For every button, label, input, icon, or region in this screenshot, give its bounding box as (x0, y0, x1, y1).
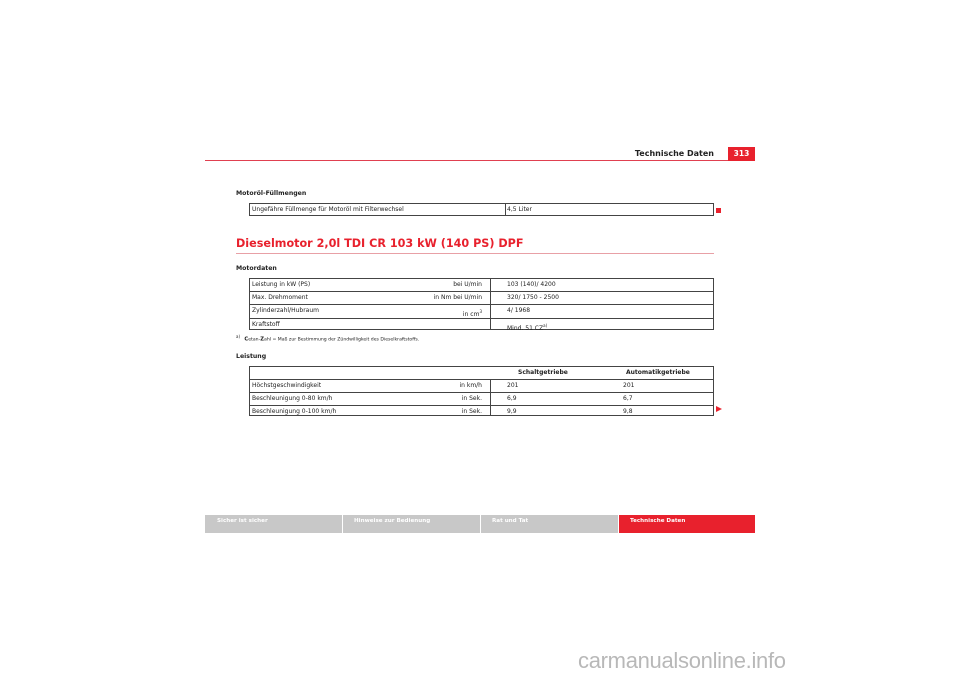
row-unit: in Nm bei U/min (433, 294, 482, 301)
table-row (250, 318, 713, 331)
column-divider (505, 204, 506, 215)
footer-tab-rat[interactable]: Rat und Tat (480, 515, 618, 533)
row-unit: in $cm^3$ (462, 309, 482, 318)
table-row (250, 379, 713, 392)
row-value-auto: 201 (623, 382, 635, 389)
row-label: Beschleunigung 0-100 km/h (252, 408, 337, 415)
table-row (250, 304, 713, 318)
footer-divider (480, 515, 481, 533)
column-header: Schaltgetriebe (518, 369, 568, 376)
row-label: Ungefähre Füllmenge für Motoröl mit Filterwechsel (252, 206, 404, 213)
footer-tab-sicher[interactable]: Sicher ist sicher (205, 515, 342, 533)
watermark: carmanualsonline.info (578, 648, 786, 673)
table-row (250, 392, 713, 405)
motordaten-table (249, 278, 714, 330)
row-unit: in Sek. (461, 395, 482, 402)
table-row (250, 291, 713, 304)
row-value-auto: 9,8 (623, 408, 633, 415)
footer-tab-bedienung[interactable]: Hinweise zur Bedienung (342, 515, 480, 533)
leistung-table (249, 366, 714, 416)
continue-arrow-icon (716, 406, 722, 412)
table-row (250, 279, 713, 291)
row-value: Mind. 51 CZ$^{a)}$ (507, 323, 548, 332)
row-value: 4,5 Liter (507, 206, 532, 213)
column-divider (490, 379, 491, 415)
motordaten-label: Motordaten (236, 265, 277, 272)
row-label: Leistung in kW (PS) (252, 281, 311, 288)
footer-divider (342, 515, 343, 533)
row-label: Beschleunigung 0-80 km/h (252, 395, 333, 402)
row-value: 103 (140)/ 4200 (507, 281, 556, 288)
header-title: Technische Daten (634, 149, 714, 158)
row-value-manual: 201 (507, 382, 519, 389)
row-value: 4/ 1968 (507, 307, 531, 314)
footer-divider (618, 515, 619, 533)
title-underline (236, 253, 714, 254)
row-label: Max. Drehmoment (252, 294, 308, 301)
row-label: Kraftstoff (252, 321, 280, 328)
oil-section-label: Motoröl-Füllmengen (236, 190, 307, 197)
row-value-manual: 9,9 (507, 408, 517, 415)
table-row (250, 204, 713, 215)
table-row (250, 405, 713, 418)
oil-table (249, 203, 714, 216)
page-number: 313 (728, 147, 755, 161)
row-value-manual: 6,9 (507, 395, 517, 402)
footer-tab-technische-daten[interactable]: Technische Daten (618, 515, 755, 533)
table-header-row (250, 367, 713, 379)
column-divider (490, 279, 491, 329)
row-unit: in km/h (459, 382, 482, 389)
page-title: Dieselmotor 2,0l TDI CR 103 kW (140 PS) DPF (236, 237, 524, 250)
header-line (205, 160, 755, 161)
footer-nav (205, 515, 755, 533)
row-unit: bei U/min (453, 281, 482, 288)
row-label: Höchstgeschwindigkeit (252, 382, 322, 389)
row-unit: in Sek. (461, 408, 482, 415)
column-header: Automatikgetriebe (626, 369, 690, 376)
leistung-label: Leistung (236, 353, 267, 360)
footnote: $^{a)}$ Cetan-Zahl = Maß zur Bestimmung der Zündwilligkeit des Dieselkraftstoffs. (236, 334, 420, 343)
section-end-marker (716, 208, 721, 213)
row-value-auto: 6,7 (623, 395, 633, 402)
row-value: 320/ 1750 - 2500 (507, 294, 559, 301)
row-label: Zylinderzahl/Hubraum (252, 307, 319, 314)
